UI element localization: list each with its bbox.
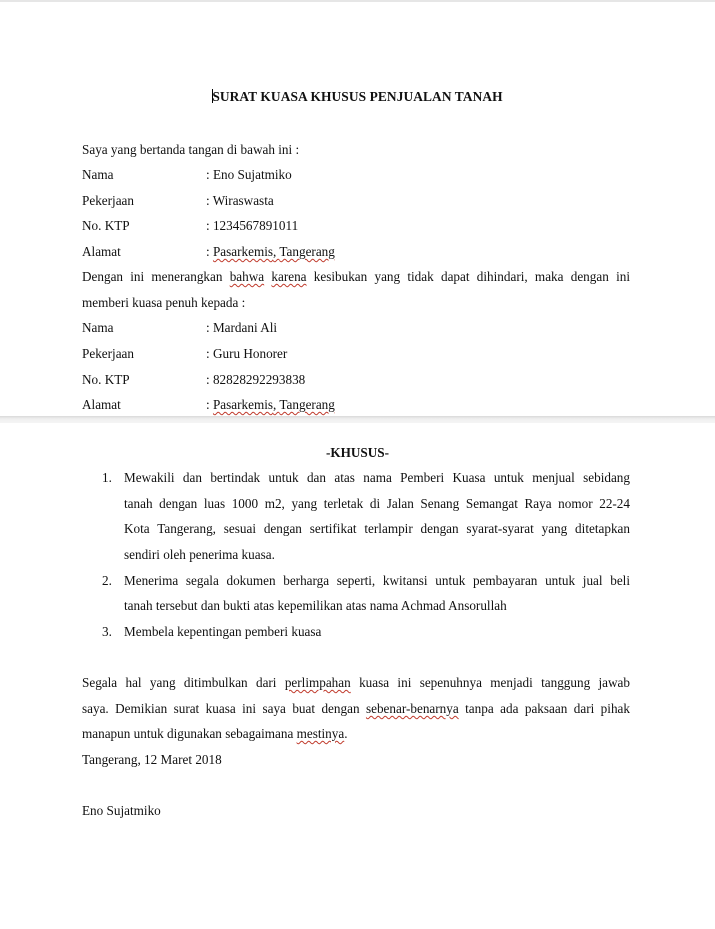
khusus-heading[interactable]: -KHUSUS-	[325, 445, 389, 460]
spellcheck-word[interactable]: perlimpahan	[284, 675, 351, 690]
statement-line-1[interactable]: Dengan ini menerangkan bahwa karena kesibukan yang tidak dapat dihindari, maka dengan ini	[82, 269, 630, 284]
spellcheck-word[interactable]: sebenar-benarnya	[365, 701, 459, 716]
closing-line-1[interactable]: Segala hal yang ditimbulkan dari perlimpahan kuasa ini sepenuhnya menjadi tanggung jawab	[82, 675, 630, 690]
pemberi-ktp-value[interactable]: : 1234567891011	[206, 218, 299, 233]
pemberi-pekerjaan-value[interactable]: : Wiraswasta	[206, 193, 274, 208]
closing-line-3[interactable]: manapun untuk digunakan sebagaimana mestinya.	[82, 726, 348, 741]
intro-text[interactable]: Saya yang bertanda tangan di bawah ini :	[82, 142, 300, 157]
penerima-nama-value[interactable]: : Mardani Ali	[206, 320, 278, 335]
spellcheck-word[interactable]: Tangerang	[279, 397, 335, 412]
pemberi-pekerjaan-label: Pekerjaan	[82, 193, 134, 208]
penerima-alamat-label: Alamat	[82, 397, 121, 412]
penerima-alamat-value[interactable]: : Pasarkemis, Tangerang	[206, 397, 335, 412]
page-break	[0, 416, 715, 423]
spellcheck-word[interactable]: Tangerang	[279, 244, 335, 259]
spellcheck-word[interactable]: mestinya	[296, 726, 345, 741]
spellcheck-word[interactable]: bahwa	[229, 269, 265, 284]
list-item-number: 1.	[102, 470, 112, 485]
spellcheck-word[interactable]: Pasarkemis	[212, 397, 274, 412]
document-page-2	[0, 423, 715, 929]
pemberi-ktp-label: No. KTP	[82, 218, 130, 233]
penerima-ktp-value[interactable]: : 82828292293838	[206, 372, 306, 387]
signer-name[interactable]: Eno Sujatmiko	[82, 803, 161, 818]
spellcheck-word[interactable]: Pasarkemis	[212, 244, 274, 259]
list-item-number: 3.	[102, 624, 112, 639]
list-item-2-line-2[interactable]: tanah tersebut dan bukti atas kepemilikan atas nama Achmad Ansorullah	[124, 598, 507, 613]
list-item-1-line-2[interactable]: tanah dengan luas 1000 m2, yang terletak di Jalan Senang Semangat Raya nomor 22-24	[124, 496, 630, 511]
pemberi-alamat-value[interactable]: : Pasarkemis, Tangerang	[206, 244, 335, 259]
document-page-1	[0, 0, 715, 416]
penerima-nama-label: Nama	[82, 320, 114, 335]
place-date[interactable]: Tangerang, 12 Maret 2018	[82, 752, 222, 767]
penerima-pekerjaan-value[interactable]: : Guru Honorer	[206, 346, 288, 361]
list-item-number: 2.	[102, 573, 112, 588]
spellcheck-word[interactable]: karena	[271, 269, 307, 284]
list-item-2-line-1[interactable]: Menerima segala dokumen berharga seperti, kwitansi untuk pembayaran untuk jual beli	[124, 573, 630, 588]
list-item-1-line-3[interactable]: Kota Tangerang, sesuai dengan sertifikat terlampir dengan syarat-syarat yang ditetapkan	[124, 521, 630, 536]
list-item-1-line-4[interactable]: sendiri oleh penerima kuasa.	[124, 547, 275, 562]
list-item-1-line-1[interactable]: Mewakili dan bertindak untuk dan atas nama Pemberi Kuasa untuk menjual sebidang	[124, 470, 630, 485]
pemberi-nama-value[interactable]: : Eno Sujatmiko	[206, 167, 292, 182]
list-item-3-line-1[interactable]: Membela kepentingan pemberi kuasa	[124, 624, 322, 639]
pemberi-nama-label: Nama	[82, 167, 114, 182]
closing-line-2[interactable]: saya. Demikian surat kuasa ini saya buat dengan sebenar-benarnya tanpa ada paksaan dari pihak	[82, 701, 630, 716]
penerima-ktp-label: No. KTP	[82, 372, 130, 387]
statement-line-2[interactable]: memberi kuasa penuh kepada :	[82, 295, 246, 310]
document-title[interactable]: SURAT KUASA KHUSUS PENJUALAN TANAH	[212, 89, 503, 104]
pemberi-alamat-label: Alamat	[82, 244, 121, 259]
penerima-pekerjaan-label: Pekerjaan	[82, 346, 134, 361]
